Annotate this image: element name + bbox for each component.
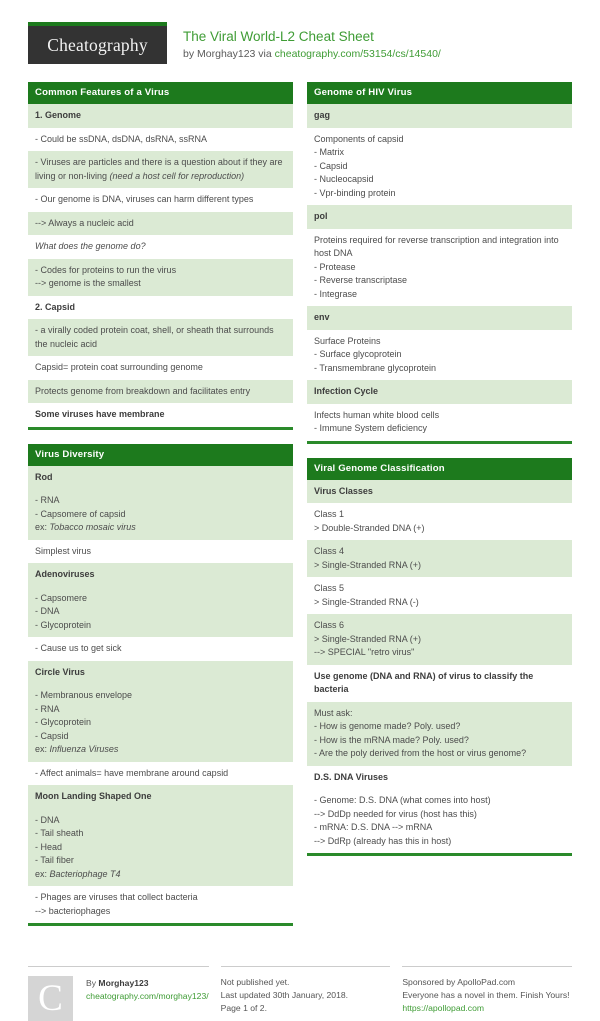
row-line: Surface Proteins [314,335,381,346]
row-line: - Cause us to get sick [35,643,122,653]
section-row-heading [307,104,572,128]
section-row [28,637,293,661]
section-row-heading [28,296,293,320]
row-line: Adenoviruses [35,569,95,579]
section-row [28,188,293,212]
row-line: - Capsid [314,160,348,171]
row-line: - RNA [35,495,60,505]
section-row [28,540,293,564]
section-title: Virus Diversity [28,444,293,466]
row-line: - Are the poly derived from the host or virus genome? [314,748,527,758]
row-line: ex: Influenza Viruses [35,744,119,754]
row-line: 1. Genome [35,110,82,120]
section-title: Common Features of a Virus [28,82,293,104]
row-line: --> bacteriophages [35,905,111,916]
footer-sponsor-prefix: Sponsored by [402,977,458,987]
row-line-emphasis: (need a host cell for reproduction) [109,170,245,181]
row-line: Circle Virus [35,666,85,677]
section-row-heading [307,205,572,229]
byline-source-link[interactable]: cheatography.com/53154/cs/14540/ [274,48,441,60]
row-line: Class 1 [314,509,345,519]
row-line: > Double-Stranded DNA (+) [314,522,425,533]
section [28,444,293,927]
footer-author-url[interactable]: cheatography.com/morghay123/ [86,991,209,1001]
footer-sponsor-name[interactable]: ApolloPad.com [457,977,516,987]
row-line: Components of capsid [314,133,404,144]
section-row-heading [307,380,572,404]
byline [183,47,441,61]
row-line: - Nucleocapsid [314,174,374,184]
section [28,82,293,430]
row-line: - Vpr-binding protein [314,187,396,198]
row-line: --> Always a nucleic acid [35,217,134,228]
row-line: --> DdDp needed for virus (host has this) [314,808,477,819]
section-row [307,229,572,307]
byline-prefix: by [183,48,198,60]
section-title: Genome of HIV Virus [307,82,572,104]
row-line: - Viruses are particles and there is a question about if they are living or non-living (need a host cell for reproduction) [35,157,283,181]
row-line: Rod [35,471,53,482]
section-row [307,503,572,540]
row-line: > Single-Stranded RNA (+) [314,633,422,644]
row-line: - Phages are viruses that collect bacteria [35,892,198,902]
row-line: Protects genome from breakdown and facilitates entry [35,385,251,396]
site-header [28,22,572,66]
section-row [28,151,293,188]
section-row-heading [28,563,293,587]
row-line: - Genome: D.S. DNA (what comes into host) [314,795,491,805]
row-line: - Glycoprotein [35,619,92,630]
section-row [307,702,572,766]
row-line: - Head [35,841,63,852]
section-row [307,128,572,206]
row-line-emphasis: Tobacco mosaic virus [49,522,136,532]
row-line: - DNA [35,814,60,825]
footer-publish-block [221,966,391,1021]
section [307,82,572,444]
section-row-heading [28,785,293,809]
row-line: Class 6 [314,620,345,630]
section-row [307,789,572,853]
section-row [307,540,572,577]
row-line: - Transmembrane glycoprotein [314,362,437,373]
section-row [307,330,572,381]
sheet-columns [28,82,572,940]
section-row [28,212,293,236]
row-line: Must ask: [314,707,353,718]
cheatography-logo[interactable] [28,22,167,64]
row-line: ex: Bacteriophage T4 [35,868,121,879]
left-column [28,82,293,940]
row-line: Infects human white blood cells [314,409,440,420]
cheatography-c-icon: C [28,976,73,1021]
section-row-heading [28,661,293,685]
section-row [28,809,293,887]
row-line-emphasis: Bacteriophage T4 [49,868,121,879]
section-row-heading [28,466,293,490]
footer-author-name: Morghay123 [98,978,149,988]
section-row-heading [307,665,572,702]
row-line: - Capsid [35,730,69,741]
cheatography-logo-text: Cheatography [47,34,148,55]
section-row [307,614,572,665]
footer-by-line [86,977,209,990]
section-row [28,684,293,762]
row-line: --> genome is the smallest [35,278,141,288]
footer-last-updated: Last updated 30th January, 2018. [220,990,349,1000]
section-row [28,319,293,356]
row-line: - Glycoprotein [35,717,92,727]
row-line: - Codes for proteins to run the virus [35,264,177,275]
section-row [28,587,293,638]
row-line: --> SPECIAL "retro virus" [314,647,415,657]
footer-publish-status: Not published yet. [220,977,290,987]
row-line: Some viruses have membrane [35,409,165,419]
row-line: - Affect animals= have membrane around capsid [35,767,229,778]
row-line: Moon Landing Shaped One [35,791,152,801]
section-row-heading [307,306,572,330]
row-line: D.S. DNA Viruses [314,771,389,782]
row-line: - Capsomere of capsid [35,508,126,519]
row-line: - How is genome made? Poly. used? [314,721,461,731]
row-line: - Tail fiber [35,855,74,865]
footer-sponsor-block [402,966,572,1021]
row-line: Proteins required for reverse transcription and integration into host DNA [314,234,559,258]
section [307,458,572,857]
row-line: - How is the mRNA made? Poly. used? [314,734,469,745]
row-line: - Our genome is DNA, viruses can harm different types [35,194,254,204]
row-line: Virus Classes [314,485,373,496]
row-line: - Capsomere [35,592,88,603]
row-line: Class 4 [314,546,345,556]
row-line: pol [314,211,328,221]
byline-author[interactable]: Morghay123 [197,48,256,60]
row-line: > Single-Stranded RNA (-) [314,596,419,607]
row-line: Use genome (DNA and RNA) of virus to classify the bacteria [314,670,534,694]
section-row [28,762,293,786]
row-line: - RNA [35,703,60,714]
section-row-heading [307,480,572,504]
row-line: - Matrix [314,147,344,157]
section-row [28,235,293,259]
row-line: - Protease [314,261,356,272]
section-title: Viral Genome Classification [307,458,572,480]
section-row [307,404,572,441]
row-line-emphasis: Influenza Viruses [49,744,119,754]
row-line: What does the genome do? [35,241,146,251]
row-line: env [314,312,330,322]
row-line: - Reverse transcriptase [314,275,408,285]
footer-author-lines [86,976,209,1021]
byline-via: via [255,48,275,60]
row-line: --> DdRp (already has this in host) [314,835,452,846]
page-title: The Viral World-L2 Cheat Sheet [183,29,374,44]
row-line: > Single-Stranded RNA (+) [314,559,422,570]
footer-by-label: By [86,978,99,988]
page-footer [28,958,572,1021]
section-row [28,380,293,404]
row-line: ex: Tobacco mosaic virus [35,522,136,532]
footer-sponsor-line [402,976,572,989]
footer-sponsor-tagline: Everyone has a novel in them. Finish Yours! [402,990,570,1000]
section-row [28,886,293,923]
row-line: - Surface glycoprotein [314,349,402,359]
section-row [28,259,293,296]
row-line: Infection Cycle [314,386,379,396]
section-row [28,489,293,540]
section-row [28,128,293,152]
row-line: - Could be ssDNA, dsDNA, dsRNA, ssRNA [35,133,208,144]
row-line: - Tail sheath [35,828,84,838]
section-row [28,356,293,380]
sheet-header-text [183,22,441,61]
right-column [307,82,572,870]
row-line: 2. Capsid [35,301,76,312]
section-row-heading [307,766,572,790]
row-line: - DNA [35,606,60,616]
row-line: Capsid= protein coat surrounding genome [35,362,203,372]
row-line: - mRNA: D.S. DNA --> mRNA [314,822,433,832]
section-row [307,577,572,614]
row-line: - a virally coded protein coat, shell, or sheath that surrounds the nucleic acid [35,325,274,349]
section-row-heading [28,403,293,427]
row-line: - Integrase [314,288,358,299]
row-line: Simplest virus [35,545,92,556]
row-line: Class 5 [314,583,345,593]
row-line: - Immune System deficiency [314,423,428,433]
row-line: - Membranous envelope [35,690,133,700]
row-line: gag [314,110,331,120]
footer-page-number: Page 1 of 2. [220,1003,267,1013]
footer-author-block [28,966,209,1021]
section-row-heading [28,104,293,128]
footer-sponsor-url[interactable]: https://apollopad.com [402,1003,485,1013]
